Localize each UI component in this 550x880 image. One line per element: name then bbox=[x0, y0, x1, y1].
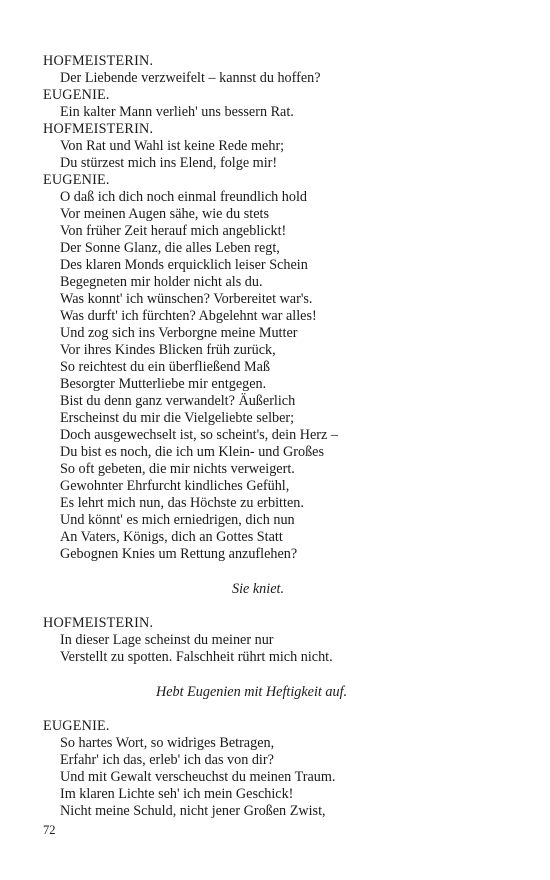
verse-line: Des klaren Monds erquicklich leiser Schein bbox=[60, 257, 308, 273]
verse-line: Von Rat und Wahl ist keine Rede mehr; bbox=[60, 138, 285, 154]
speech-block bbox=[43, 53, 513, 87]
verse-line: Du bist es noch, die ich um Klein- und Großes bbox=[60, 444, 324, 460]
speech-block bbox=[43, 172, 513, 563]
speaker-name: EUGENIE. bbox=[43, 87, 110, 103]
verse-line: So hartes Wort, so widriges Betragen, bbox=[60, 735, 275, 751]
verse-line: Du stürzest mich ins Elend, folge mir! bbox=[60, 155, 278, 171]
verse-line: Besorgter Mutterliebe mir entgegen. bbox=[60, 376, 267, 392]
verse-line: O daß ich dich noch einmal freundlich hold bbox=[60, 189, 308, 205]
verse-line: In dieser Lage scheinst du meiner nur bbox=[60, 632, 274, 648]
page-number: 72 bbox=[43, 823, 56, 837]
speaker-name: EUGENIE. bbox=[43, 718, 110, 734]
verse-line: Es lehrt mich nun, das Höchste zu erbitten. bbox=[60, 495, 304, 511]
verse-line: Begegneten mir holder nicht als du. bbox=[60, 274, 263, 290]
verse-line: Und könnt' es mich erniedrigen, dich nun bbox=[60, 512, 295, 528]
verse-line: Was konnt' ich wünschen? Vorbereitet war's. bbox=[60, 291, 313, 307]
verse-line: Im klaren Lichte seh' ich mein Geschick! bbox=[60, 786, 294, 802]
verse-line: Und zog sich ins Verborgne meine Mutter bbox=[60, 325, 298, 341]
verse-line: So oft gebeten, die mir nichts verweigert. bbox=[60, 461, 295, 477]
verse-line: Doch ausgewechselt ist, so scheint's, dein Herz – bbox=[60, 427, 338, 443]
verse-line: Nicht meine Schuld, nicht jener Großen Zwist, bbox=[60, 803, 326, 819]
verse-line: An Vaters, Königs, dich an Gottes Statt bbox=[60, 529, 283, 545]
verse-line: Erfahr' ich das, erleb' ich das von dir? bbox=[60, 752, 274, 768]
verse-line: So reichtest du ein überfließend Maß bbox=[60, 359, 270, 375]
verse-line: Erscheinst du mir die Vielgeliebte selber; bbox=[60, 410, 295, 426]
verse-line: Verstellt zu spotten. Falschheit rührt mich nicht. bbox=[60, 649, 333, 665]
speaker-name: EUGENIE. bbox=[43, 172, 110, 188]
verse-line: Gewohnter Ehrfurcht kindliches Gefühl, bbox=[60, 478, 290, 494]
verse-line: Bist du denn ganz verwandelt? Äußerlich bbox=[60, 393, 296, 409]
verse-line: Und mit Gewalt verscheuchst du meinen Traum. bbox=[60, 769, 336, 785]
verse-line: Was durft' ich fürchten? Abgelehnt war alles! bbox=[60, 308, 317, 324]
speech-block bbox=[43, 121, 513, 172]
speaker-name: HOFMEISTERIN. bbox=[43, 121, 154, 137]
speech-block bbox=[43, 718, 513, 820]
verse-line: Von früher Zeit herauf mich angeblickt! bbox=[60, 223, 287, 239]
verse-line: Ein kalter Mann verlieh' uns bessern Rat. bbox=[60, 104, 294, 120]
stage-direction: Sie kniet. bbox=[232, 581, 284, 597]
speech-block bbox=[43, 87, 513, 121]
verse-line: Vor meinen Augen sähe, wie du stets bbox=[60, 206, 269, 222]
play-text bbox=[43, 53, 513, 820]
verse-line: Der Sonne Glanz, die alles Leben regt, bbox=[60, 240, 280, 256]
speaker-name: HOFMEISTERIN. bbox=[43, 53, 154, 69]
speech-block bbox=[43, 615, 513, 666]
stage-direction: Hebt Eugenien mit Heftigkeit auf. bbox=[156, 684, 348, 700]
speaker-name: HOFMEISTERIN. bbox=[43, 615, 154, 631]
verse-line: Gebognen Knies um Rettung anzuflehen? bbox=[60, 546, 298, 562]
verse-line: Vor ihres Kindes Blicken früh zurück, bbox=[60, 342, 276, 358]
verse-line: Der Liebende verzweifelt – kannst du hoffen? bbox=[60, 70, 321, 86]
